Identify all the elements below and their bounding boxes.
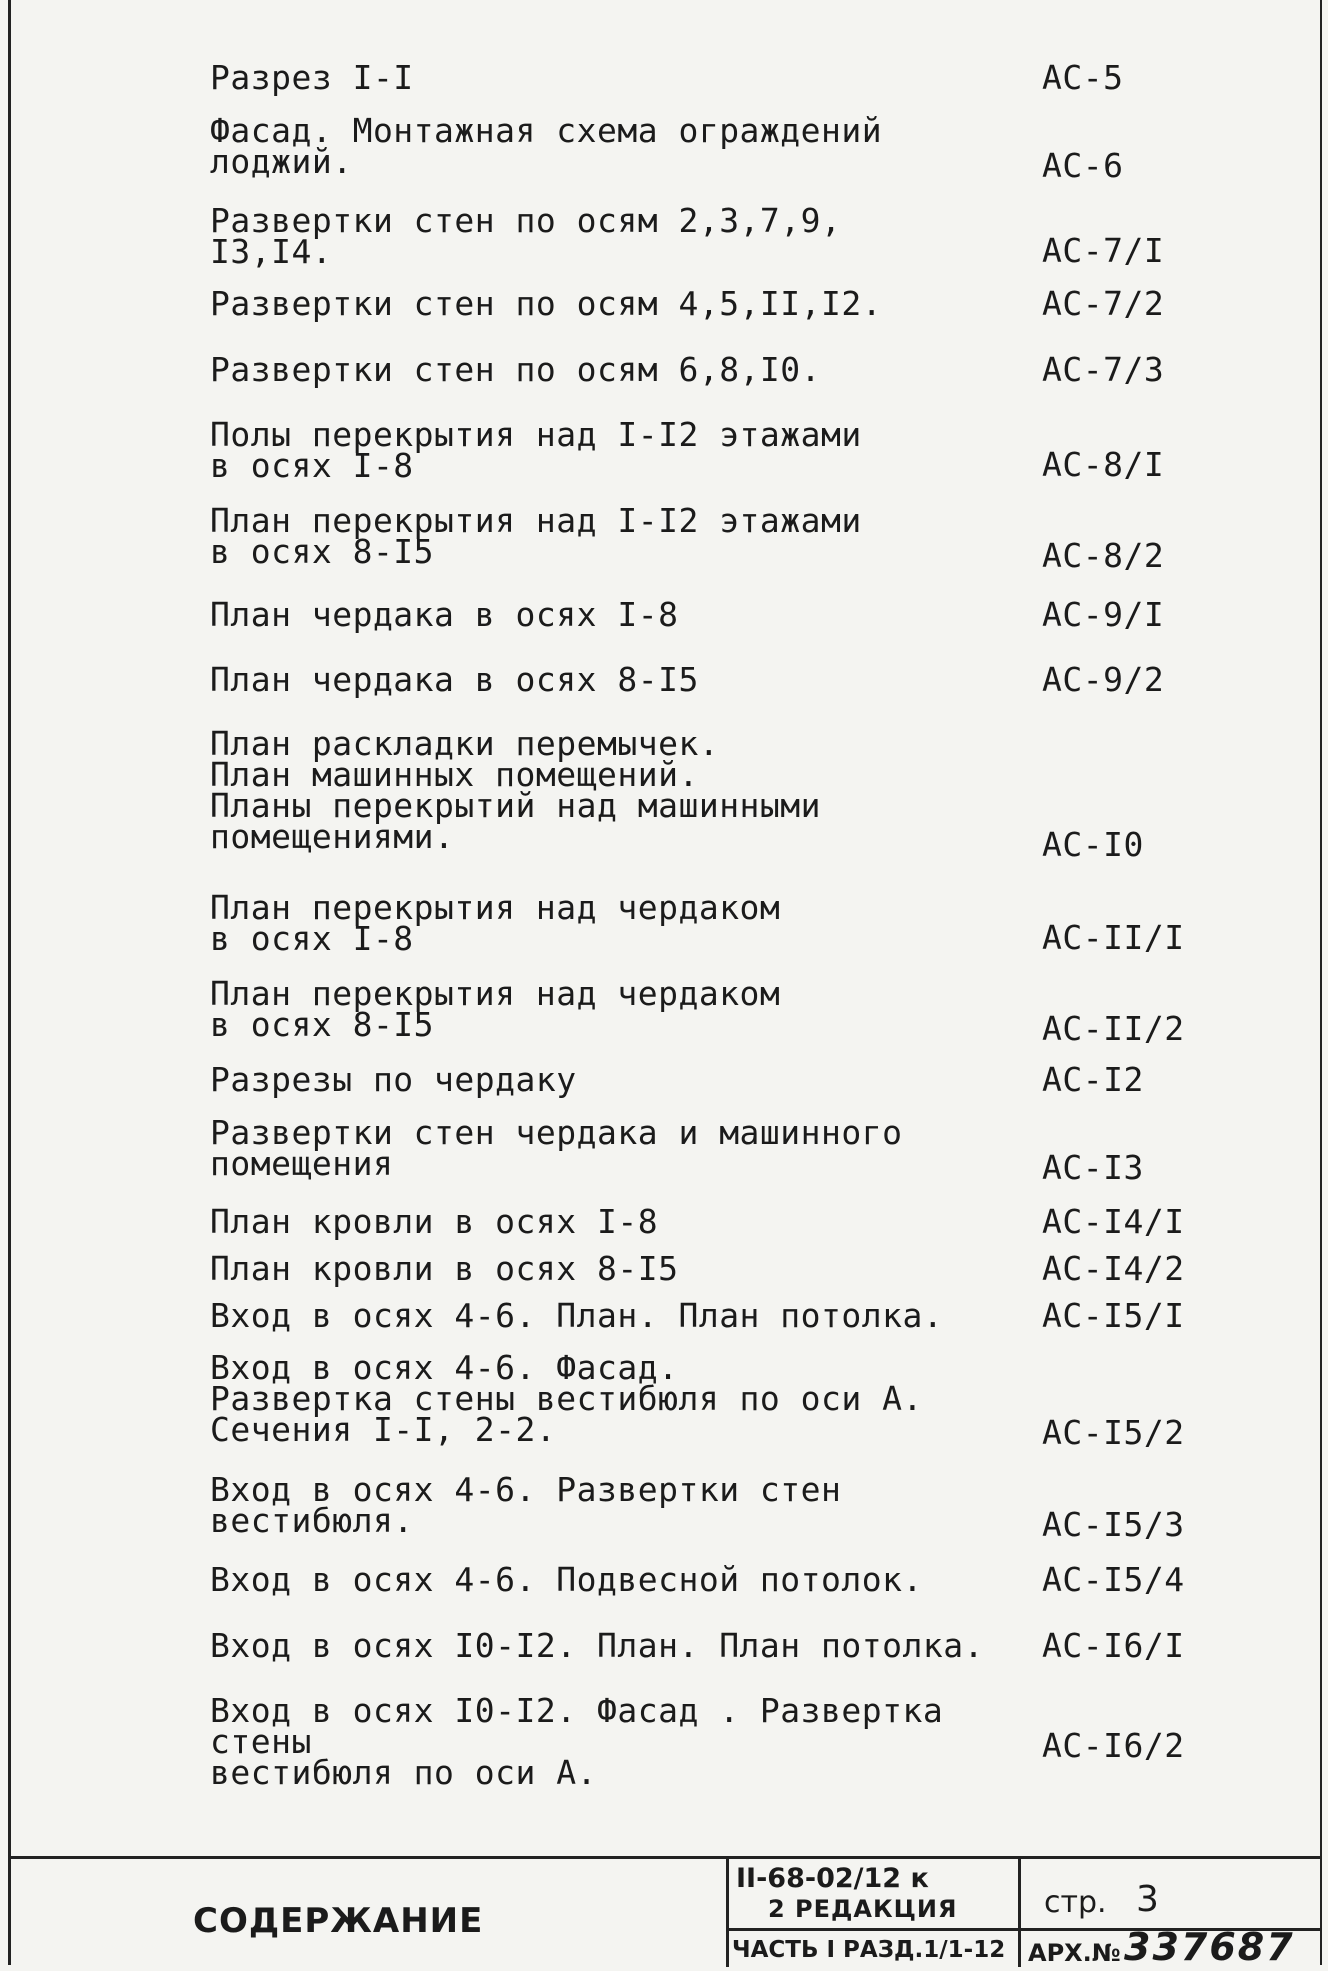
- doc-code: II-68-02/12 к: [736, 1863, 929, 1894]
- toc-title: Вход в осях I0-I2. План. План потолка.: [210, 1626, 984, 1665]
- archive-label: АРХ.№: [1028, 1939, 1121, 1967]
- toc-title: Развертки стен по осям 4,5,II,I2.: [210, 284, 883, 323]
- toc-code: АС-9/2: [1042, 660, 1165, 699]
- toc-title: Развертки стен по осям 2,3,7,9, I3,I4.: [210, 201, 842, 271]
- toc-title: План перекрытия над I-I2 этажами в осях 8-I5: [210, 501, 862, 571]
- toc-code: АС-8/2: [1042, 536, 1165, 575]
- toc-code: АС-I4/I: [1042, 1202, 1185, 1241]
- toc-title: Вход в осях 4-6. План. План потолка.: [210, 1296, 944, 1335]
- toc-code: АС-II/2: [1042, 1009, 1185, 1048]
- toc-title: Вход в осях I0-I2. Фасад . Развертка стены вестибюля по оси А.: [210, 1691, 944, 1792]
- toc-code: АС-I6/2: [1042, 1726, 1185, 1765]
- toc-title: Фасад. Монтажная схема ограждений лоджий.: [210, 111, 883, 181]
- stamp-divider: [726, 1859, 729, 1967]
- toc-title: Вход в осях 4-6. Развертки стен вестибюля.: [210, 1470, 842, 1540]
- part-section: ЧАСТЬ I РАЗД.1/1-12: [732, 1937, 1006, 1963]
- toc-code: АС-I5/2: [1042, 1413, 1185, 1452]
- toc-code: АС-7/3: [1042, 350, 1165, 389]
- toc-title: Вход в осях 4-6. Подвесной потолок.: [210, 1560, 923, 1599]
- page-label: стр.: [1044, 1885, 1107, 1920]
- toc-code: АС-I5/I: [1042, 1296, 1185, 1335]
- toc-code: АС-5: [1042, 58, 1124, 97]
- toc-code: АС-7/2: [1042, 284, 1165, 323]
- stamp-divider: [1018, 1859, 1021, 1967]
- page-number: 3: [1136, 1879, 1159, 1920]
- archive-number: 337687: [1124, 1925, 1295, 1969]
- toc-title: План кровли в осях 8-I5: [210, 1249, 679, 1288]
- toc-code: АС-I3: [1042, 1148, 1144, 1187]
- toc-title: План перекрытия над чердаком в осях 8-I5: [210, 974, 781, 1044]
- toc-code: АС-6: [1042, 146, 1124, 185]
- toc-title: Разрезы по чердаку: [210, 1060, 577, 1099]
- toc-title: Вход в осях 4-6. Фасад. Развертка стены вестибюля по оси А. Сечения I-I, 2-2.: [210, 1348, 923, 1449]
- toc-title: План перекрытия над чердаком в осях I-8: [210, 888, 781, 958]
- toc-code: АС-9/I: [1042, 595, 1165, 634]
- toc-title: Развертки стен чердака и машинного помещения: [210, 1113, 903, 1183]
- toc-title: План чердака в осях I-8: [210, 595, 679, 634]
- toc-title: План кровли в осях I-8: [210, 1202, 659, 1241]
- toc-code: АС-I6/I: [1042, 1626, 1185, 1665]
- toc-code: АС-I4/2: [1042, 1249, 1185, 1288]
- toc-code: АС-I5/4: [1042, 1560, 1185, 1599]
- toc-title: Разрез I-I: [210, 58, 414, 97]
- toc-code: АС-7/I: [1042, 231, 1165, 270]
- toc-code: АС-I5/3: [1042, 1505, 1185, 1544]
- toc-title: Развертки стен по осям 6,8,I0.: [210, 350, 822, 389]
- toc-title: Полы перекрытия над I-I2 этажами в осях I-8: [210, 415, 862, 485]
- toc-code: АС-II/I: [1042, 918, 1185, 957]
- toc-title: План чердака в осях 8-I5: [210, 660, 699, 699]
- title-block: [8, 1856, 1322, 1967]
- stamp-title: СОДЕРЖАНИЕ: [193, 1901, 484, 1941]
- toc-code: АС-I2: [1042, 1060, 1144, 1099]
- edition: 2 РЕДАКЦИЯ: [768, 1895, 958, 1923]
- toc-code: АС-I0: [1042, 825, 1144, 864]
- toc-code: АС-8/I: [1042, 445, 1165, 484]
- toc-title: План раскладки перемычек. План машинных помещений. Планы перекрытий над машинными помещениями.: [210, 724, 822, 856]
